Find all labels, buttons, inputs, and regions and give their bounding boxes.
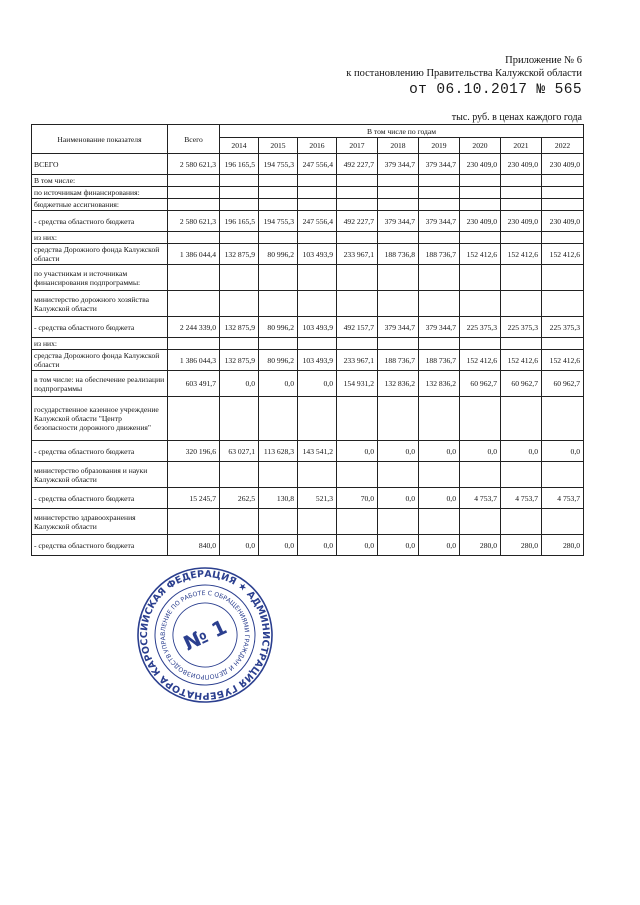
year-value: 103 493,9: [298, 317, 337, 338]
year-value: [337, 509, 378, 535]
seal-outer-text: РОССИЙСКАЯ ФЕДЕРАЦИЯ ★ АДМИНИСТРАЦИЯ ГУБЕРНАТОРА КАЛУЖСКОЙ: [138, 568, 272, 702]
year-value: 0,0: [259, 371, 298, 397]
year-value: [542, 232, 584, 244]
year-value: [419, 232, 460, 244]
row-label: министерство образования и науки Калужской области: [32, 462, 168, 488]
row-total: 1 386 044,4: [168, 244, 220, 265]
year-value: [501, 397, 542, 441]
year-value: [259, 291, 298, 317]
year-value: 0,0: [298, 371, 337, 397]
year-value: [259, 338, 298, 350]
table-row: [32, 441, 584, 462]
year-value: 0,0: [337, 535, 378, 556]
year-value: 0,0: [220, 371, 259, 397]
table-row: [32, 371, 584, 397]
table-row: [32, 397, 584, 441]
row-label: - средства областного бюджета: [32, 535, 168, 556]
year-value: 492 227,7: [337, 154, 378, 175]
year-value: [220, 509, 259, 535]
table-row: [32, 338, 584, 350]
year-value: 0,0: [298, 535, 337, 556]
year-value: 0,0: [419, 535, 460, 556]
year-value: 0,0: [220, 535, 259, 556]
header-year: 2020: [460, 138, 501, 154]
decree-reference: к постановлению Правительства Калужской области: [346, 68, 582, 79]
year-value: 521,3: [298, 488, 337, 509]
year-value: [419, 338, 460, 350]
row-label: - средства областного бюджета: [32, 441, 168, 462]
year-value: 132 875,9: [220, 317, 259, 338]
seal-number: № 1: [179, 614, 231, 656]
year-value: [337, 265, 378, 291]
year-value: [460, 187, 501, 199]
year-value: [419, 509, 460, 535]
year-value: 152 412,6: [460, 244, 501, 265]
official-seal: [135, 565, 275, 705]
year-value: 63 027,1: [220, 441, 259, 462]
row-total: 320 196,6: [168, 441, 220, 462]
year-value: [298, 199, 337, 211]
year-value: [378, 175, 419, 187]
header-total: Всего: [168, 125, 220, 154]
year-value: [460, 509, 501, 535]
year-value: [460, 232, 501, 244]
header-year: 2015: [259, 138, 298, 154]
row-label: в том числе: на обеспечение реализации подпрограммы: [32, 371, 168, 397]
year-value: 113 628,3: [259, 441, 298, 462]
year-value: 233 967,1: [337, 244, 378, 265]
year-value: [419, 175, 460, 187]
row-label: средства Дорожного фонда Калужской области: [32, 350, 168, 371]
header-indicator-name: Наименование показателя: [32, 125, 168, 154]
row-total: [168, 187, 220, 199]
year-value: [298, 232, 337, 244]
year-value: 225 375,3: [542, 317, 584, 338]
year-value: 0,0: [542, 441, 584, 462]
document-header: [346, 54, 582, 97]
year-value: 230 409,0: [460, 154, 501, 175]
row-total: [168, 175, 220, 187]
year-value: 80 996,2: [259, 317, 298, 338]
year-value: [378, 199, 419, 211]
year-value: [419, 199, 460, 211]
row-total: [168, 265, 220, 291]
year-value: [220, 187, 259, 199]
year-value: [378, 232, 419, 244]
year-value: [337, 175, 378, 187]
year-value: [460, 291, 501, 317]
year-value: 103 493,9: [298, 244, 337, 265]
year-value: [298, 187, 337, 199]
year-value: [501, 509, 542, 535]
row-label: средства Дорожного фонда Калужской области: [32, 244, 168, 265]
year-value: [419, 291, 460, 317]
year-value: [298, 175, 337, 187]
year-value: [419, 187, 460, 199]
year-value: 152 412,6: [501, 244, 542, 265]
table-row: [32, 211, 584, 232]
year-value: [220, 338, 259, 350]
row-label: ВСЕГО: [32, 154, 168, 175]
year-value: [259, 265, 298, 291]
year-value: 0,0: [460, 441, 501, 462]
year-value: [337, 232, 378, 244]
year-value: [259, 509, 298, 535]
table-row: [32, 317, 584, 338]
year-value: 132 836,2: [419, 371, 460, 397]
year-value: [501, 462, 542, 488]
row-label: министерство здравоохранения Калужской области: [32, 509, 168, 535]
year-value: [460, 199, 501, 211]
year-value: [220, 265, 259, 291]
year-value: 132 875,9: [220, 350, 259, 371]
year-value: 230 409,0: [501, 211, 542, 232]
funding-table: [31, 124, 584, 556]
year-value: 152 412,6: [542, 244, 584, 265]
year-value: 230 409,0: [542, 154, 584, 175]
year-value: [460, 462, 501, 488]
year-value: 0,0: [378, 488, 419, 509]
year-value: 80 996,2: [259, 350, 298, 371]
year-value: 0,0: [337, 441, 378, 462]
year-value: 132 875,9: [220, 244, 259, 265]
year-value: 152 412,6: [460, 350, 501, 371]
row-label: В том числе:: [32, 175, 168, 187]
year-value: [259, 187, 298, 199]
header-year: 2017: [337, 138, 378, 154]
year-value: 60 962,7: [460, 371, 501, 397]
row-label: из них:: [32, 232, 168, 244]
header-year: 2022: [542, 138, 584, 154]
year-value: 196 165,5: [220, 211, 259, 232]
appendix-label: Приложение № 6: [505, 55, 582, 66]
year-value: [501, 338, 542, 350]
header-year: 2016: [298, 138, 337, 154]
year-value: [378, 462, 419, 488]
year-value: 379 344,7: [419, 317, 460, 338]
table-row: [32, 154, 584, 175]
table-row: [32, 199, 584, 211]
year-value: 154 931,2: [337, 371, 378, 397]
table-row: [32, 244, 584, 265]
year-value: [419, 462, 460, 488]
row-label: по участникам и источникам финансирования подпрограммы:: [32, 265, 168, 291]
row-total: [168, 291, 220, 317]
year-value: 4 753,7: [460, 488, 501, 509]
year-value: 80 996,2: [259, 244, 298, 265]
table-row: [32, 509, 584, 535]
year-value: [298, 509, 337, 535]
year-value: [298, 291, 337, 317]
year-value: 379 344,7: [419, 211, 460, 232]
year-value: 103 493,9: [298, 350, 337, 371]
year-value: 379 344,7: [378, 211, 419, 232]
year-value: 233 967,1: [337, 350, 378, 371]
year-value: [378, 187, 419, 199]
row-total: 15 245,7: [168, 488, 220, 509]
header-year: 2014: [220, 138, 259, 154]
year-value: 230 409,0: [501, 154, 542, 175]
year-value: [259, 232, 298, 244]
row-total: 603 491,7: [168, 371, 220, 397]
year-value: 280,0: [542, 535, 584, 556]
year-value: 143 541,2: [298, 441, 337, 462]
year-value: [220, 462, 259, 488]
year-value: 70,0: [337, 488, 378, 509]
header-year: 2018: [378, 138, 419, 154]
row-label: по источникам финансирования:: [32, 187, 168, 199]
year-value: [298, 397, 337, 441]
year-value: [337, 199, 378, 211]
year-value: 379 344,7: [378, 154, 419, 175]
table-row: [32, 175, 584, 187]
year-value: [501, 199, 542, 211]
year-value: [337, 397, 378, 441]
year-value: [460, 397, 501, 441]
row-total: [168, 509, 220, 535]
year-value: 262,5: [220, 488, 259, 509]
row-label: бюджетные ассигнования:: [32, 199, 168, 211]
year-value: [542, 199, 584, 211]
year-value: [378, 338, 419, 350]
year-value: 194 755,3: [259, 211, 298, 232]
row-total: 2 580 621,3: [168, 154, 220, 175]
year-value: 132 836,2: [378, 371, 419, 397]
year-value: [378, 291, 419, 317]
year-value: 4 753,7: [542, 488, 584, 509]
row-label: - средства областного бюджета: [32, 211, 168, 232]
year-value: 280,0: [460, 535, 501, 556]
row-total: 840,0: [168, 535, 220, 556]
year-value: [298, 338, 337, 350]
header-year: 2019: [419, 138, 460, 154]
year-value: [378, 397, 419, 441]
year-value: 0,0: [259, 535, 298, 556]
year-value: [378, 265, 419, 291]
row-total: [168, 462, 220, 488]
year-value: [542, 291, 584, 317]
year-value: [220, 175, 259, 187]
table-row: [32, 265, 584, 291]
year-value: 0,0: [419, 488, 460, 509]
table-body: [32, 154, 584, 556]
year-value: 188 736,8: [378, 244, 419, 265]
year-value: [337, 187, 378, 199]
year-value: [259, 175, 298, 187]
table-row: [32, 232, 584, 244]
row-total: [168, 338, 220, 350]
seal-inner-text: УПРАВЛЕНИЕ ПО РАБОТЕ С ОБРАЩЕНИЯМИ ГРАЖДАН И ДЕЛОПРОИЗВОДСТВУ: [159, 589, 251, 681]
year-value: 152 412,6: [501, 350, 542, 371]
year-value: [259, 397, 298, 441]
year-value: [337, 338, 378, 350]
year-value: 225 375,3: [501, 317, 542, 338]
year-value: 379 344,7: [378, 317, 419, 338]
year-value: [298, 462, 337, 488]
year-value: [542, 175, 584, 187]
year-value: [220, 232, 259, 244]
row-label: министерство дорожного хозяйства Калужской области: [32, 291, 168, 317]
year-value: [542, 462, 584, 488]
year-value: [542, 187, 584, 199]
year-value: 247 556,4: [298, 154, 337, 175]
year-value: [337, 462, 378, 488]
row-total: [168, 199, 220, 211]
year-value: 0,0: [501, 441, 542, 462]
year-value: 196 165,5: [220, 154, 259, 175]
year-value: 0,0: [419, 441, 460, 462]
year-value: [460, 338, 501, 350]
year-value: [501, 265, 542, 291]
year-value: [542, 338, 584, 350]
year-value: [460, 265, 501, 291]
year-value: 4 753,7: [501, 488, 542, 509]
year-value: [259, 462, 298, 488]
row-label: - средства областного бюджета: [32, 317, 168, 338]
year-value: 188 736,7: [419, 350, 460, 371]
year-value: 492 227,7: [337, 211, 378, 232]
year-value: [419, 397, 460, 441]
year-value: 152 412,6: [542, 350, 584, 371]
year-value: 280,0: [501, 535, 542, 556]
year-value: 130,8: [259, 488, 298, 509]
year-value: [460, 175, 501, 187]
table-row: [32, 291, 584, 317]
header-year: 2021: [501, 138, 542, 154]
row-label: - средства областного бюджета: [32, 488, 168, 509]
decree-number: от 06.10.2017 № 565: [409, 82, 582, 98]
year-value: [542, 397, 584, 441]
year-value: 230 409,0: [460, 211, 501, 232]
year-value: [259, 199, 298, 211]
table-row: [32, 187, 584, 199]
table-row: [32, 488, 584, 509]
row-total: 2 244 339,0: [168, 317, 220, 338]
header-years-group: В том числе по годам: [220, 125, 584, 138]
row-label: государственное казенное учреждение Калужской области "Центр безопасности дорожного движения": [32, 397, 168, 441]
year-value: [337, 291, 378, 317]
row-total: [168, 397, 220, 441]
year-value: [220, 397, 259, 441]
year-value: 379 344,7: [419, 154, 460, 175]
row-total: [168, 232, 220, 244]
units-note: тыс. руб. в ценах каждого года: [451, 112, 582, 123]
row-total: 1 386 044,3: [168, 350, 220, 371]
year-value: 0,0: [378, 535, 419, 556]
table-row: [32, 535, 584, 556]
year-value: [220, 199, 259, 211]
year-value: [542, 509, 584, 535]
year-value: [501, 175, 542, 187]
year-value: 188 736,7: [419, 244, 460, 265]
year-value: 60 962,7: [501, 371, 542, 397]
year-value: 492 157,7: [337, 317, 378, 338]
row-label: из них:: [32, 338, 168, 350]
table-row: [32, 462, 584, 488]
year-value: [298, 265, 337, 291]
year-value: [501, 232, 542, 244]
year-value: 225 375,3: [460, 317, 501, 338]
row-total: 2 580 621,3: [168, 211, 220, 232]
year-value: [419, 265, 460, 291]
year-value: [378, 509, 419, 535]
year-value: 194 755,3: [259, 154, 298, 175]
year-value: 60 962,7: [542, 371, 584, 397]
year-value: [542, 265, 584, 291]
year-value: 230 409,0: [542, 211, 584, 232]
year-value: 247 556,4: [298, 211, 337, 232]
year-value: [501, 187, 542, 199]
table-row: [32, 350, 584, 371]
year-value: [501, 291, 542, 317]
year-value: [220, 291, 259, 317]
year-value: 188 736,7: [378, 350, 419, 371]
year-value: 0,0: [378, 441, 419, 462]
